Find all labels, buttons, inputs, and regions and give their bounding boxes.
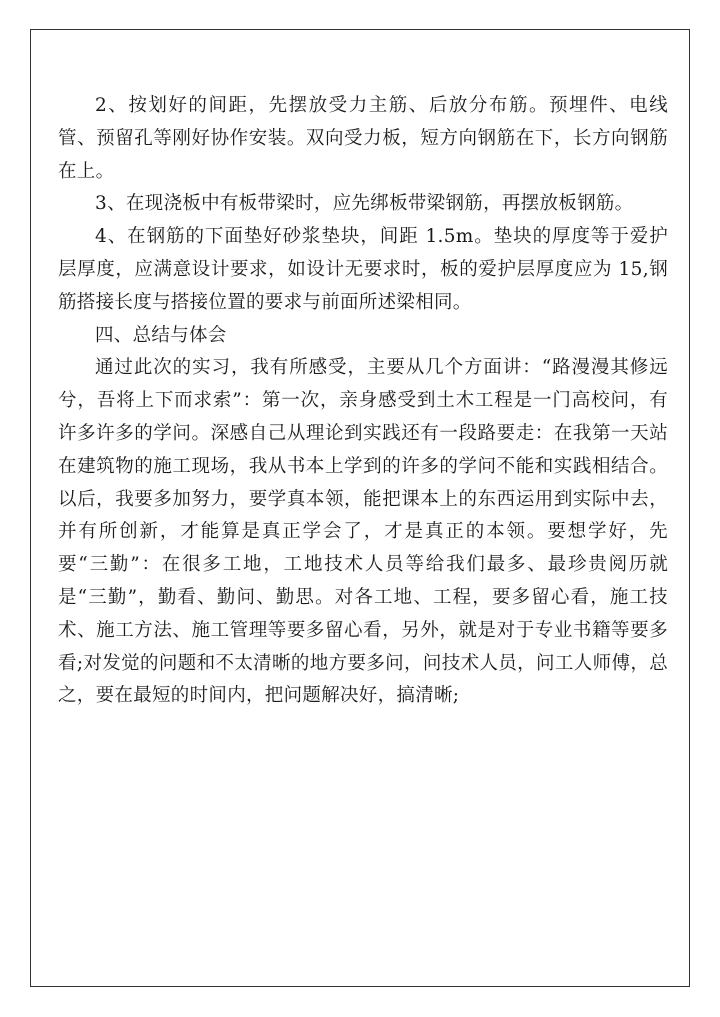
paragraph-rebar-placement: 2、按划好的间距，先摆放受力主筋、后放分布筋。预埋件、电线管、预留孔等刚好协作安装。双向受力板，短方向钢筋在下，长方向钢筋在上。 <box>58 95 668 182</box>
paragraph-mortar-blocks: 4、在钢筋的下面垫好砂浆垫块，间距 1.5m。垫块的厚度等于爱护层厚度，应满意设计要求，如设计无要求时，板的爱护层厚度应为 15,钢筋搭接长度与搭接位置的要求与前面所述梁相同。 <box>58 226 668 313</box>
section-heading-summary: 四、总结与体会 <box>95 324 227 346</box>
document-body <box>58 90 668 713</box>
paragraph-internship-reflection: 通过此次的实习，我有所感受，主要从几个方面讲：“路漫漫其修远兮，吾将上下而求索”：第一次，亲身感受到土木工程是一门高校问，有许多许多的学问。深感自己从理论到实践还有一段路要走：在我第一天站在建筑物的施工现场，我从书本上学到的许多的学问不能和实践相结合。以后，我要多加努力，要学真本领，能把课本上的东西运用到实际中去，并有所创新，才能算是真正学会了，才是真正的本领。要想学好，先要“三勤”：在很多工地，工地技术人员等给我们最多、最珍贵阅历就是“三勤”，勤看、勤问、勤思。对各工地、工程，要多留心看，施工技术、施工方法、施工管理等要多留心看，另外，就是对于专业书籍等要多看;对发觉的问题和不太清晰的地方要多问，问技术人员，问工人师傅，总之，要在最短的时间内，把问题解决好，搞清晰; <box>58 357 668 707</box>
paragraph-slab-beam: 3、在现浇板中有板带梁时，应先绑板带梁钢筋，再摆放板钢筋。 <box>95 193 634 215</box>
